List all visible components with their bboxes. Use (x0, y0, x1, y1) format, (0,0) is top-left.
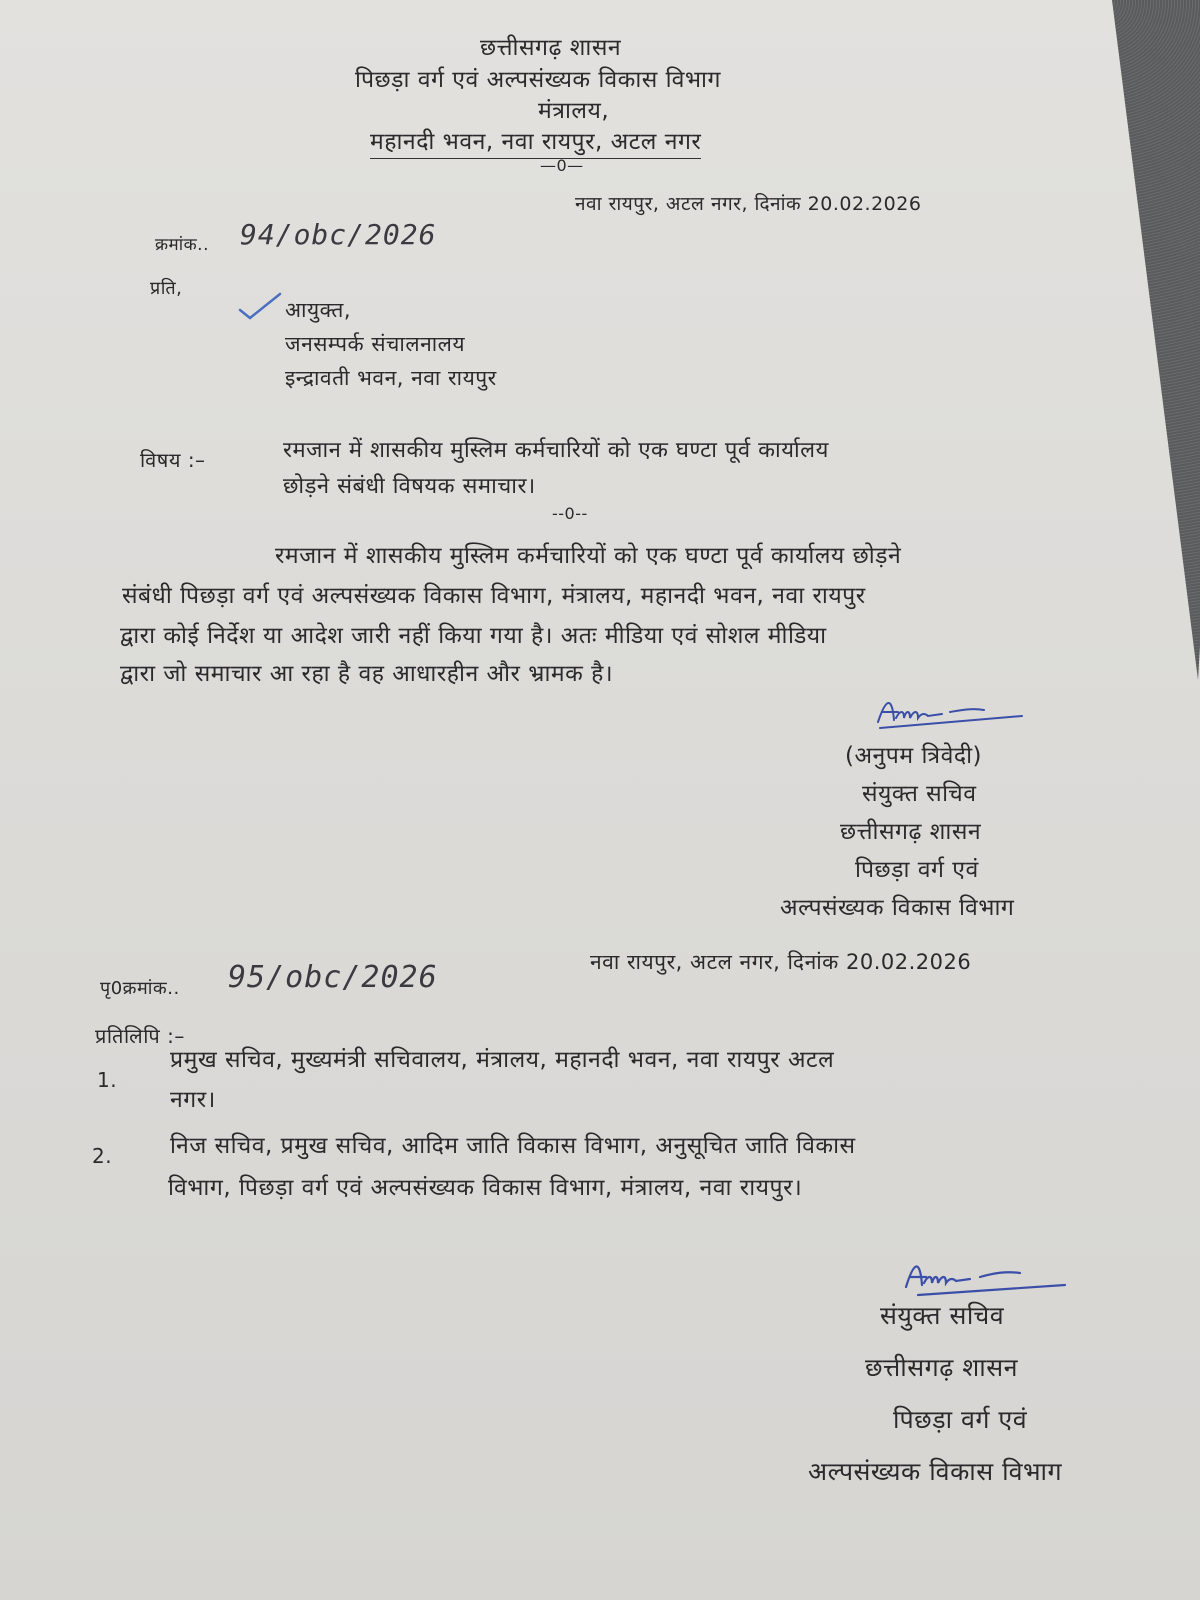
cc-item-2-line-2: विभाग, पिछड़ा वर्ग एवं अल्पसंख्यक विकास विभाग, मंत्रालय, नवा रायपुर। (168, 1175, 803, 1201)
header-separator: —0— (540, 156, 584, 175)
copy-ref-number-handwritten: 95/obc/2026 (228, 960, 438, 995)
signatory-department-2: अल्पसंख्यक विकास विभाग (780, 895, 1015, 921)
copy-ref-label: पृ0क्रमांक.. (100, 978, 180, 999)
header-government: छत्तीसगढ़ शासन (480, 35, 622, 61)
recipient-office: जनसम्पर्क संचालनालय (285, 332, 466, 356)
header-address: महानदी भवन, नवा रायपुर, अटल नगर (370, 124, 701, 159)
signatory-department-1: पिछड़ा वर्ग एवं (855, 857, 979, 883)
copy-signatory-designation: संयुक्त सचिव (880, 1301, 1005, 1330)
cc-item-2-number: 2. (92, 1144, 113, 1168)
letter-place-date: नवा रायपुर, अटल नगर, दिनांक 20.02.2026 (575, 193, 922, 215)
cc-label: प्रतिलिपि :– (95, 1024, 185, 1048)
cc-item-2-line-1: निज सचिव, प्रमुख सचिव, आदिम जाति विकास विभाग, अनुसूचित जाति विकास (170, 1133, 856, 1159)
body-line-1: रमजान में शासकीय मुस्लिम कर्मचारियों को एक घण्टा पूर्व कार्यालय छोड़ने (275, 543, 902, 569)
signatory-government: छत्तीसगढ़ शासन (840, 819, 982, 845)
signatory-designation: संयुक्त सचिव (862, 781, 977, 807)
to-label: प्रति, (150, 278, 183, 299)
subject-label: विषय :– (140, 448, 206, 472)
header-ministry: मंत्रालय, (538, 98, 610, 124)
body-line-4: द्वारा जो समाचार आ रहा है वह आधारहीन और भ्रामक है। (120, 661, 614, 687)
ref-number-handwritten: 94/obc/2026 (240, 218, 437, 251)
recipient-address: इन्द्रावती भवन, नवा रायपुर (285, 366, 497, 390)
copy-signatory-department-2: अल्पसंख्यक विकास विभाग (808, 1457, 1063, 1486)
signature-1 (872, 692, 1032, 732)
recipient-title: आयुक्त, (285, 298, 352, 322)
signatory-name: (अनुपम त्रिवेदी) (845, 743, 983, 769)
signature-2 (900, 1255, 1070, 1300)
subject-line-1: रमजान में शासकीय मुस्लिम कर्मचारियों को एक घण्टा पूर्व कार्यालय (283, 438, 829, 463)
copy-signatory-department-1: पिछड़ा वर्ग एवं (893, 1405, 1028, 1434)
header-department: पिछड़ा वर्ग एवं अल्पसंख्यक विकास विभाग (355, 67, 721, 93)
copy-signatory-government: छत्तीसगढ़ शासन (865, 1353, 1019, 1382)
ref-label: क्रमांक.. (155, 235, 209, 255)
body-separator: --0-- (552, 504, 588, 523)
body-line-3: द्वारा कोई निर्देश या आदेश जारी नहीं किया गया है। अतः मीडिया एवं सोशल मीडिया (120, 623, 827, 649)
cc-item-1-number: 1. (97, 1068, 118, 1092)
body-line-2: संबंधी पिछड़ा वर्ग एवं अल्पसंख्यक विकास विभाग, मंत्रालय, महानदी भवन, नवा रायपुर (122, 583, 866, 609)
cc-item-1-line-1: प्रमुख सचिव, मुख्यमंत्री सचिवालय, मंत्रालय, महानदी भवन, नवा रायपुर अटल (170, 1047, 835, 1073)
subject-line-2: छोड़ने संबंधी विषयक समाचार। (283, 474, 536, 499)
cc-item-1-line-2: नगर। (170, 1087, 216, 1113)
copy-place-date: नवा रायपुर, अटल नगर, दिनांक 20.02.2026 (590, 950, 972, 974)
checkmark-icon (238, 292, 282, 320)
